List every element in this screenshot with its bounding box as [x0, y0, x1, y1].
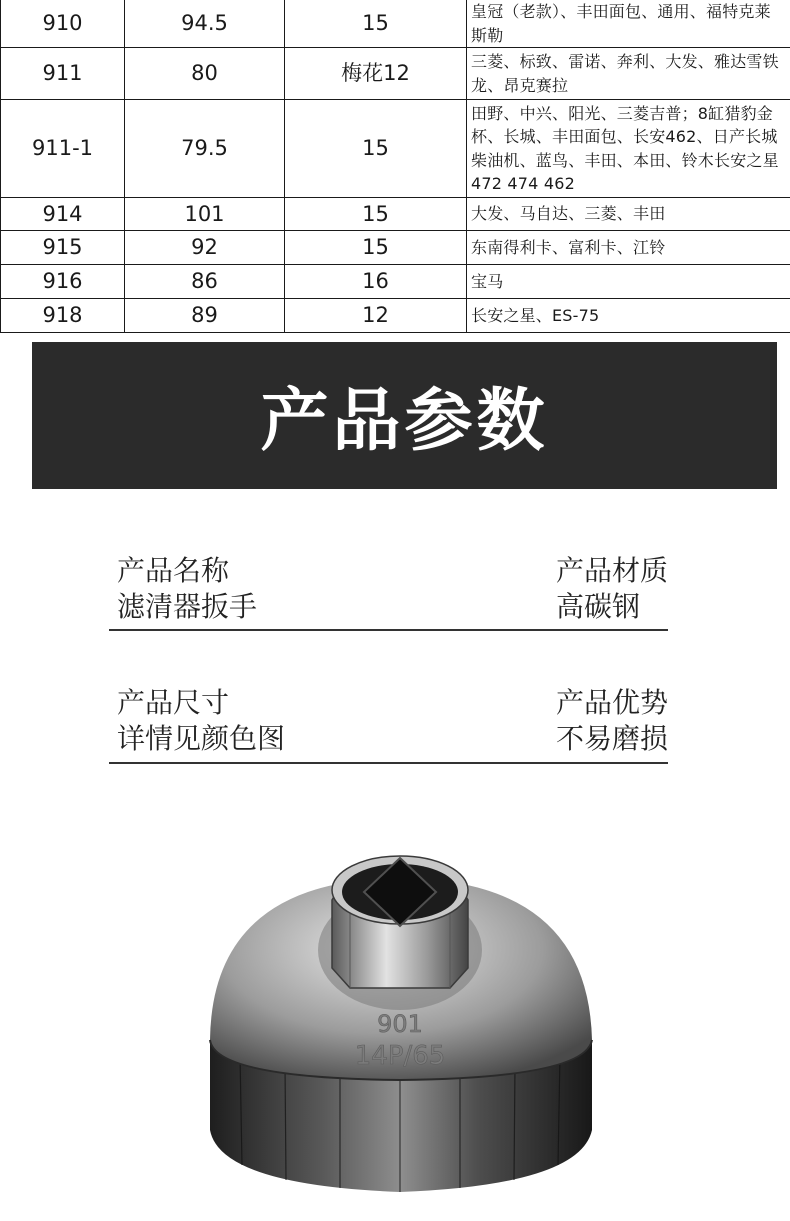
diameter-cell: 79.5 [125, 100, 285, 198]
param-name-label: 产品名称 [117, 554, 230, 587]
table-row [1, 198, 790, 231]
spec-table [0, 0, 790, 333]
vehicles-cell: 宝马 [467, 265, 790, 299]
vehicles-cell: 田野、中兴、阳光、三菱吉普；8缸猎豹金杯、长城、丰田面包、长安462、日产长城柴油机、蓝鸟、丰田、本田、铃木长安之星472 474 462 [467, 100, 790, 198]
diameter-cell: 80 [125, 48, 285, 100]
vehicles-cell: 皇冠（老款）、丰田面包、通用、福特克莱斯勒 [467, 0, 790, 48]
flutes-cell: 15 [285, 0, 467, 48]
model-cell: 915 [1, 231, 125, 265]
model-cell: 910 [1, 0, 125, 48]
param-size [117, 685, 285, 757]
banner-title: 产品参数 [260, 382, 549, 461]
flutes-cell: 15 [285, 100, 467, 198]
vehicles-cell: 长安之星、ES-75 [467, 299, 790, 333]
flutes-cell: 16 [285, 265, 467, 299]
param-advantage [556, 685, 668, 757]
diameter-cell: 94.5 [125, 0, 285, 48]
model-cell: 914 [1, 198, 125, 231]
flutes-cell: 12 [285, 299, 467, 333]
diameter-cell: 86 [125, 265, 285, 299]
vehicles-cell: 东南得利卡、富利卡、江铃 [467, 231, 790, 265]
model-cell: 916 [1, 265, 125, 299]
table-row [1, 231, 790, 265]
param-size-value: 详情见颜色图 [117, 722, 286, 755]
param-name [117, 553, 257, 625]
model-cell: 911 [1, 48, 125, 100]
param-row-size-advantage [109, 685, 668, 764]
flutes-cell: 15 [285, 198, 467, 231]
param-row-name-material [109, 553, 668, 631]
param-advantage-label: 产品优势 [555, 686, 668, 719]
engraving-line1: 901 [377, 1010, 423, 1038]
flutes-cell: 15 [285, 231, 467, 265]
section-banner [32, 342, 777, 489]
param-advantage-value: 不易磨损 [555, 722, 668, 755]
engraving-line2: 14P/65 [354, 1041, 446, 1071]
vehicles-cell: 三菱、标致、雷诺、奔利、大发、雅达雪铁龙、昂克赛拉 [467, 48, 790, 100]
param-name-value: 滤清器扳手 [117, 590, 258, 623]
model-cell: 911-1 [1, 100, 125, 198]
table-row [1, 0, 790, 48]
table-row [1, 299, 790, 333]
table-row [1, 265, 790, 299]
flutes-cell: 梅花12 [285, 48, 467, 100]
param-size-label: 产品尺寸 [117, 686, 230, 719]
vehicles-cell: 大发、马自达、三菱、丰田 [467, 198, 790, 231]
param-material-value: 高碳钢 [555, 590, 640, 623]
diameter-cell: 92 [125, 231, 285, 265]
diameter-cell: 101 [125, 198, 285, 231]
param-material [556, 553, 668, 625]
table-row [1, 48, 790, 100]
model-cell: 918 [1, 299, 125, 333]
diameter-cell: 89 [125, 299, 285, 333]
table-row [1, 100, 790, 198]
filter-wrench-image [200, 840, 600, 1210]
param-material-label: 产品材质 [555, 554, 668, 587]
